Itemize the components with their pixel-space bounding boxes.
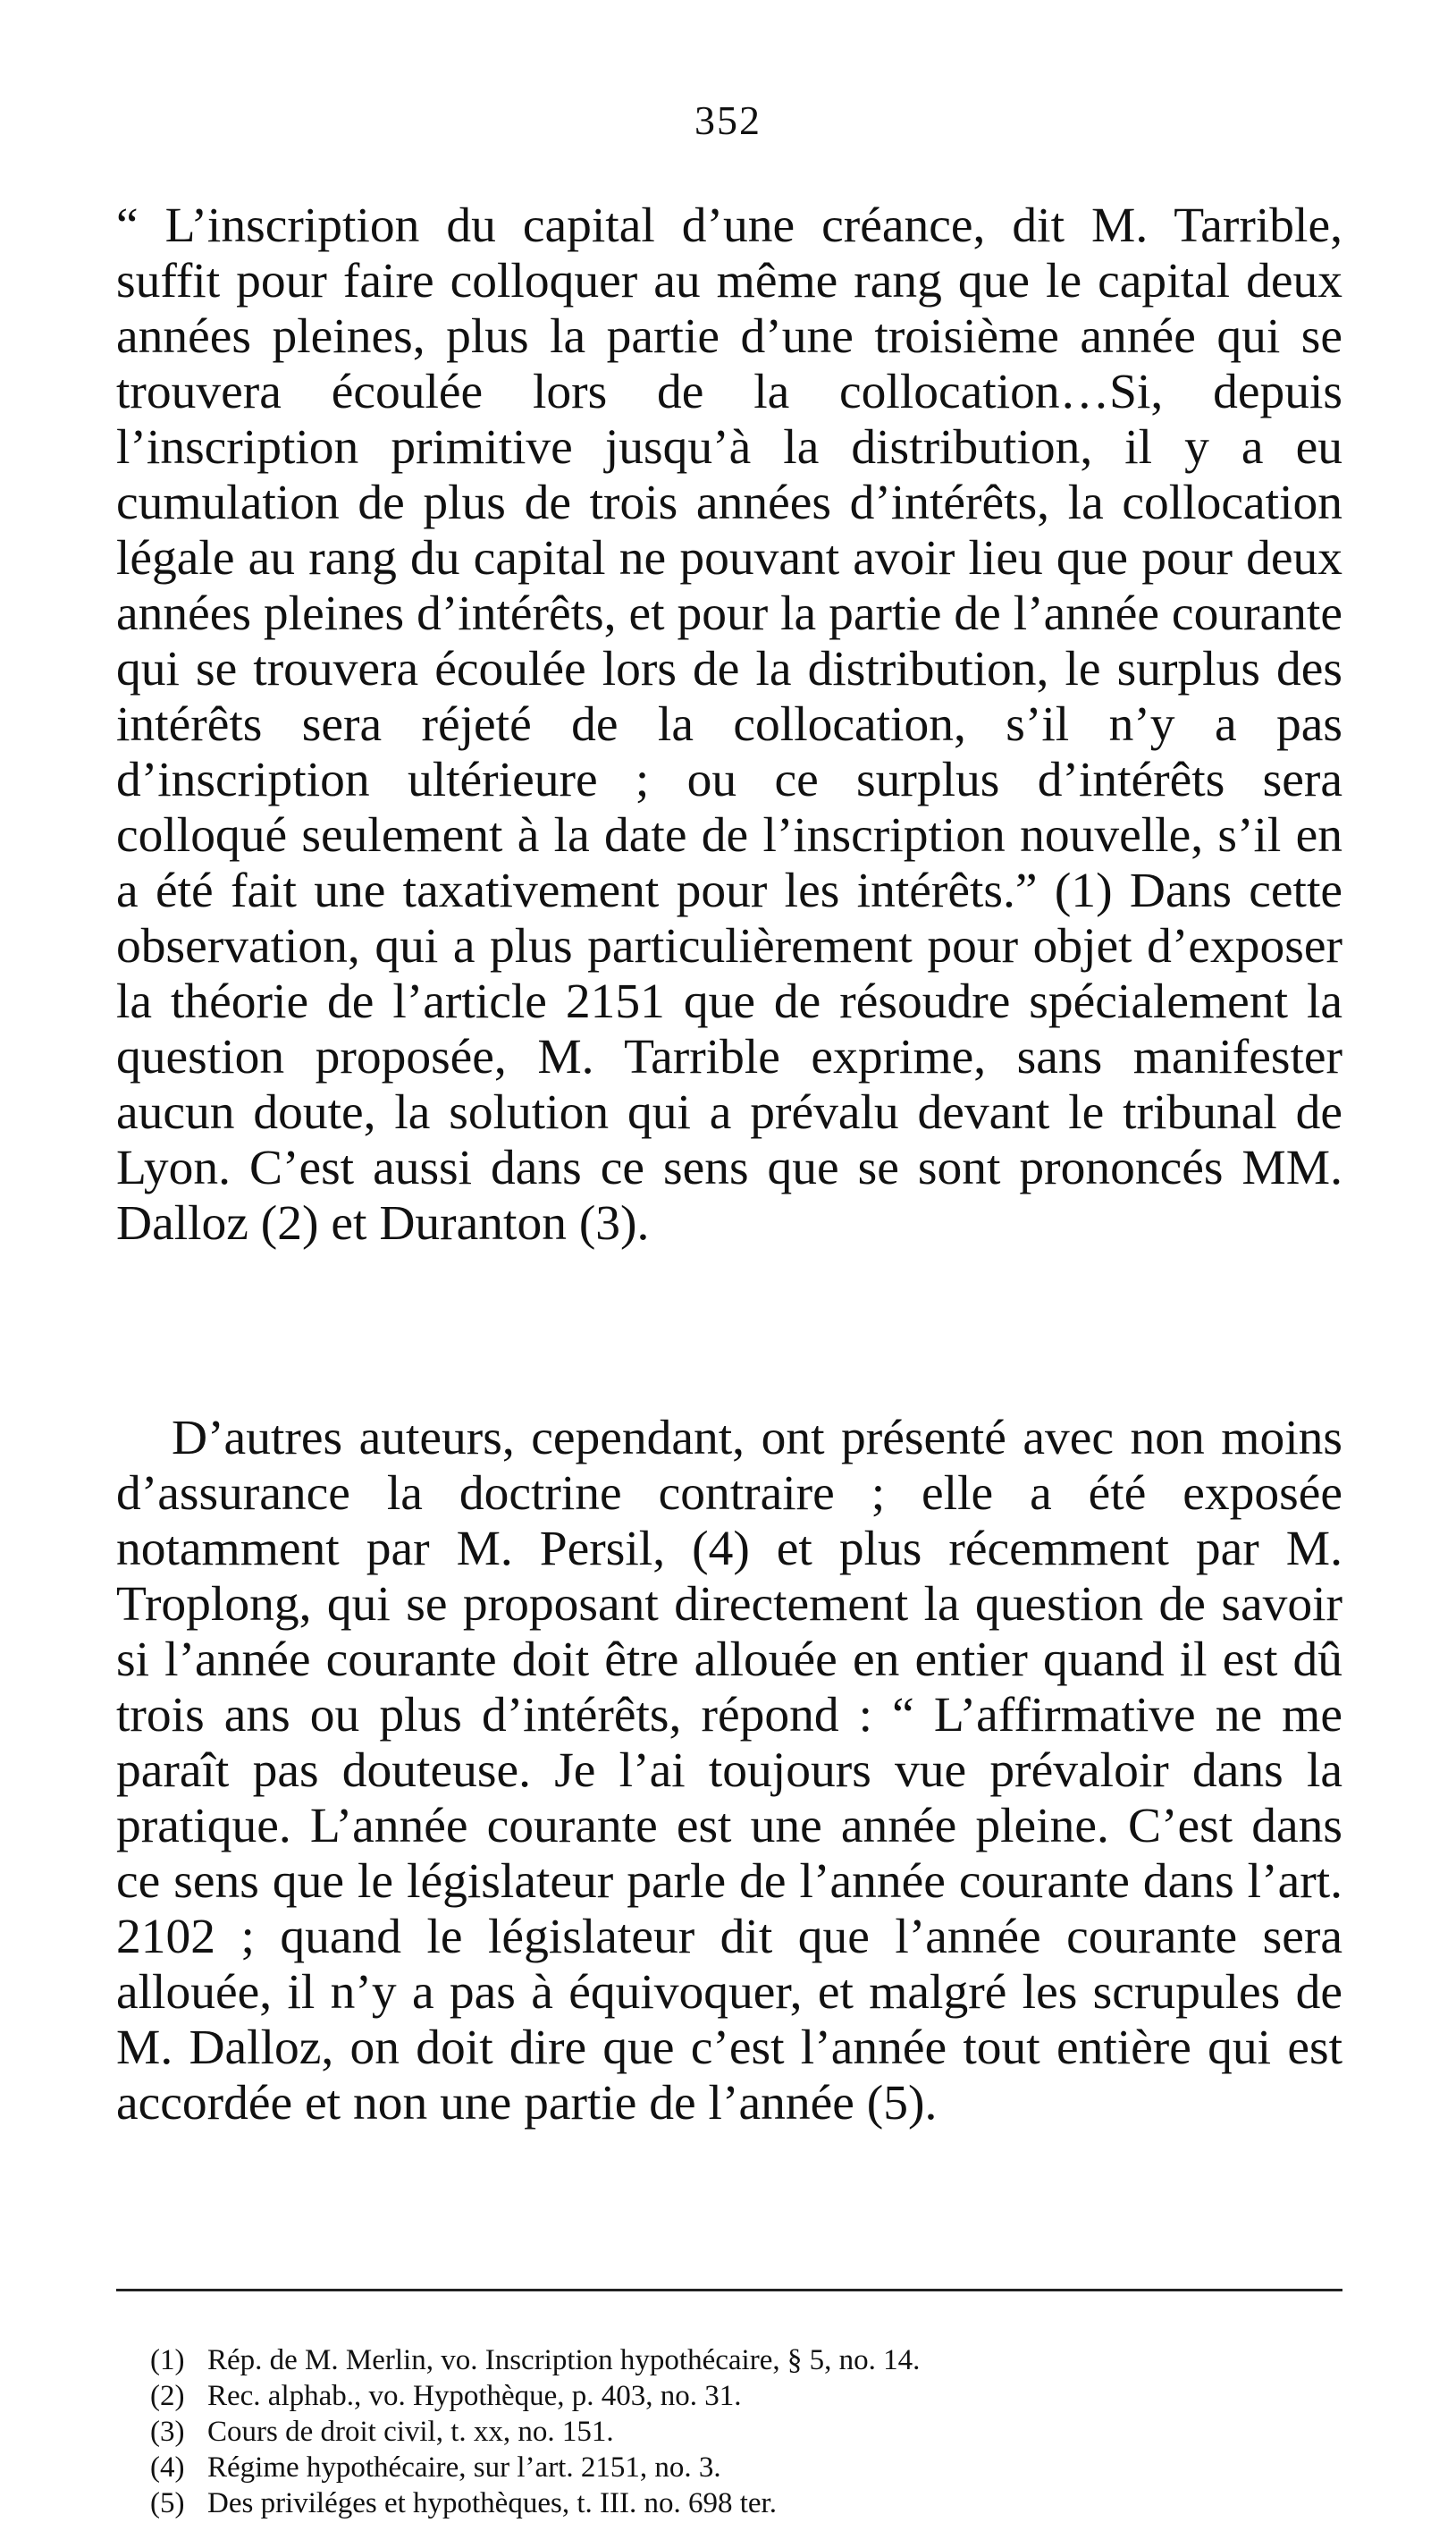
footnote-5 <box>150 2485 1312 2521</box>
paragraph-1: “ L’inscription du capital d’une créance, dit M. Tarrible, suffit pour faire colloquer au même rang que le capital deux années pleines, plus la partie d’une troisième année qui se trouvera écoulée lors de la collocation…Si, depuis l’inscription primitive jusqu’à la distribution, il y a eu cumulation de plus de trois années d’intérêts, la collocation légale au rang du capital ne pouvant avoir lieu que pour deux années pleines d’intérêts, et pour la partie de l’année courante qui se trouvera écoulée lors de la distribution, le surplus des intérêts sera réjeté de la collocation, s’il n’y a pas d’inscription ultérieure ; ou ce surplus d’intérêts sera colloqué seulement à la date de l’inscription nouvelle, s’il en a été fait une taxativement pour les intérêts.” (1) Dans cette observation, qui a plus particulièrement pour objet d’exposer la théorie de l’article 2151 que de résoudre spécialement la question proposée, M. Tarrible exprime, sans manifester aucun doute, la solution qui a prévalu devant le tribunal de Lyon. C’est aussi dans ce sens que se sont prononcés MM. Dalloz (2) et Duranton (3). <box>116 198 1342 1251</box>
footnote-text: Régime hypothécaire, sur l’art. 2151, no. 3. <box>207 2451 721 2484</box>
footnote-text: Rec. alphab., vo. Hypothèque, p. 403, no. 31. <box>207 2380 742 2412</box>
footnote-number: (5) <box>150 2487 185 2519</box>
footnote-number: (3) <box>150 2416 185 2448</box>
paragraph-2: D’autres auteurs, cependant, ont présenté avec non moins d’assurance la doctrine contraire ; elle a été exposée notamment par M. Persil, (4) et plus récemment par M. Troplong, qui se proposant directement la question de savoir si l’année courante doit être allouée en entier quand il est dû trois ans ou plus d’intérêts, répond : “ L’affirmative ne me paraît pas douteuse. Je l’ai toujours vue prévaloir dans la pratique. L’année courante est une année pleine. C’est dans ce sens que le législateur parle de l’année courante dans l’art. 2102 ; quand le législateur dit que l’année courante sera allouée, il n’y a pas à équivoquer, et malgré les scrupules de M. Dalloz, on doit dire que c’est l’année tout entière qui est accordée et non une partie de l’année (5). <box>116 1411 1342 2130</box>
footnote-1 <box>150 2342 1312 2378</box>
footnote-number: (1) <box>150 2344 185 2376</box>
footnote-text: Rép. de M. Merlin, vo. Inscription hypothécaire, § 5, no. 14. <box>207 2344 921 2376</box>
footnote-2 <box>150 2378 1312 2414</box>
footnote-4 <box>150 2450 1312 2485</box>
footnote-divider <box>116 2289 1342 2291</box>
footnote-number: (2) <box>150 2380 185 2412</box>
footnote-number: (4) <box>150 2451 185 2484</box>
footnote-text: Cours de droit civil, t. xx, no. 151. <box>207 2416 614 2448</box>
page-number: 352 <box>694 97 762 143</box>
footnote-3 <box>150 2414 1312 2450</box>
footnote-text: Des priviléges et hypothèques, t. III. no. 698 ter. <box>207 2487 777 2519</box>
footnotes <box>150 2342 1312 2521</box>
